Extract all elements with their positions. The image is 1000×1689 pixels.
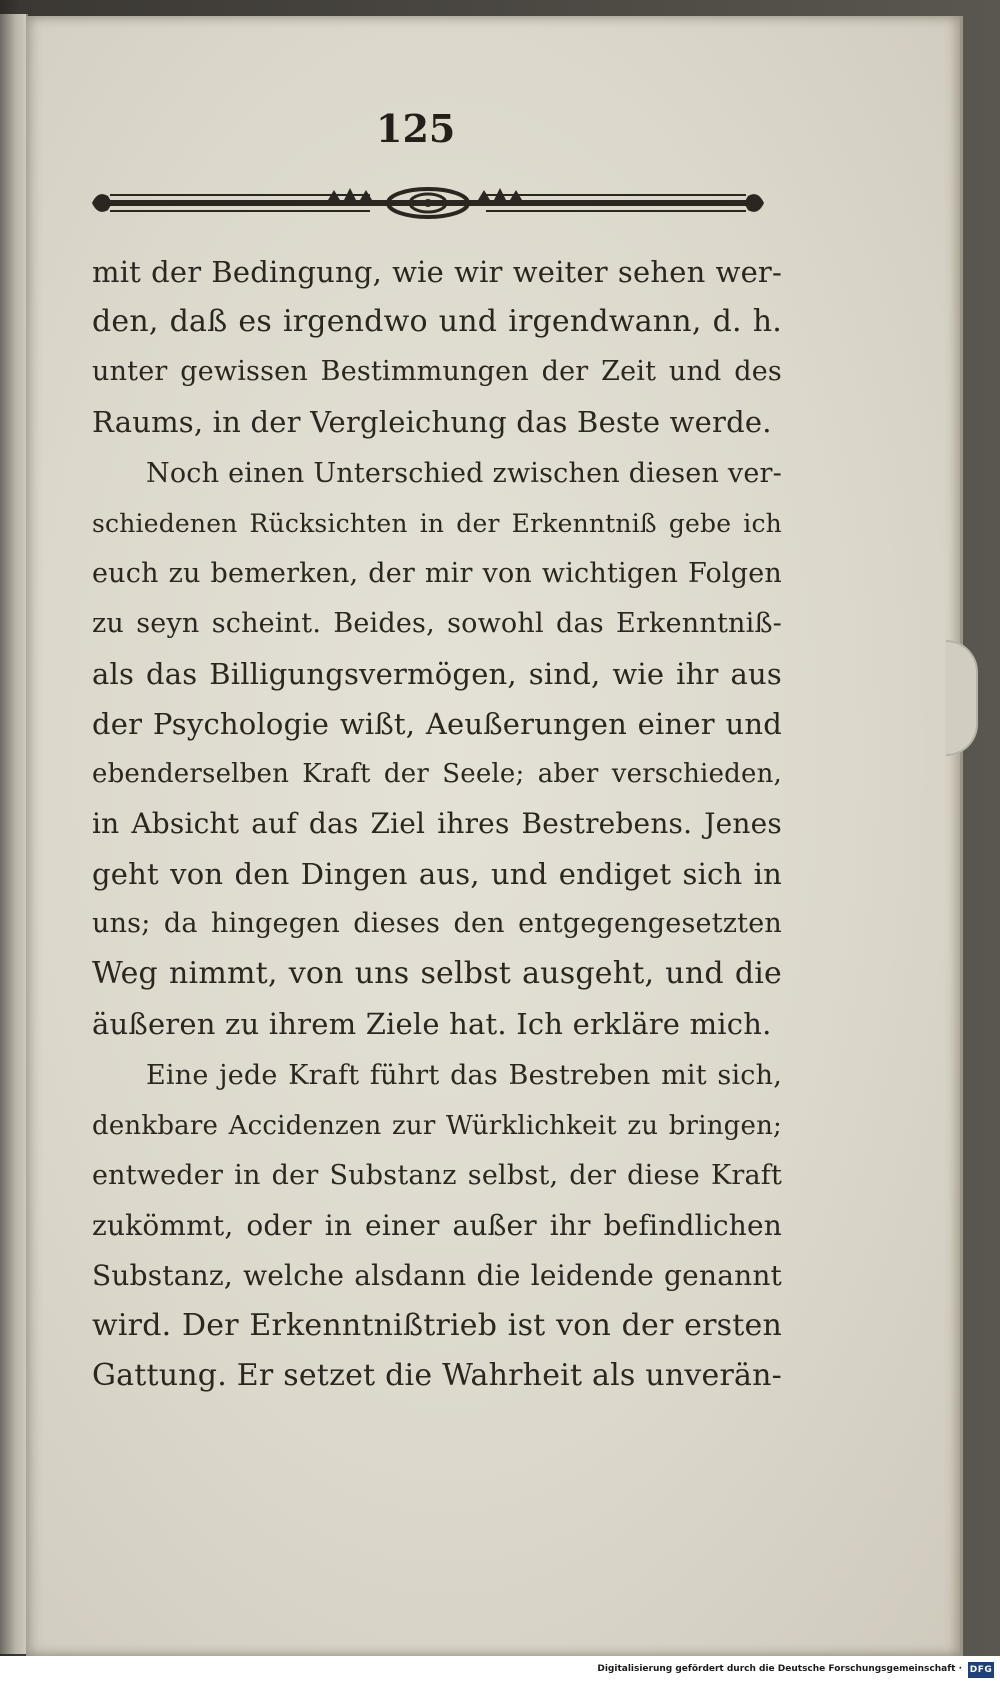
text-line: wird. Der Erkenntnißtrieb ist von der ersten [92, 1308, 782, 1343]
text-line: den, daß es irgendwo und irgendwann, d. h. [92, 304, 782, 339]
text-line: Raums, in der Vergleichung das Beste werde. [92, 405, 772, 439]
text-line: äußeren zu ihrem Ziele hat. Ich erkläre mich. [92, 1007, 772, 1041]
ornament-rule-icon [88, 180, 768, 226]
text-line: zukömmt, oder in einer außer ihr befindlichen [92, 1209, 782, 1242]
text-line: Gattung. Er setzet die Wahrheit als unverän- [92, 1358, 782, 1393]
text-line: euch zu bemerken, der mir von wichtigen Folgen [92, 558, 782, 589]
text-line: zu seyn scheint. Beides, sowohl das Erkenntniß- [92, 608, 782, 639]
digitization-credit: Digitalisierung gefördert durch die Deutsche Forschungsgemeinschaft · [597, 1664, 962, 1674]
text-line: in Absicht auf das Ziel ihres Bestrebens. Jenes [92, 807, 782, 840]
text-line: Weg nimmt, von uns selbst ausgeht, und die [92, 956, 782, 991]
text-line: unter gewissen Bestimmungen der Zeit und des [92, 356, 782, 387]
text-line: schiedenen Rücksichten in der Erkenntniß gebe ich [92, 509, 782, 538]
text-line: Substanz, welche alsdann die leidende genannt [92, 1259, 782, 1292]
text-line: Eine jede Kraft führt das Bestreben mit sich, [146, 1060, 782, 1091]
text-line: uns; da hingegen dieses den entgegengesetzten [92, 908, 782, 939]
dfg-logo-icon: DFG [968, 1662, 994, 1678]
text-line: als das Billigungsvermögen, sind, wie ihr aus [92, 657, 782, 691]
text-line: ebenderselben Kraft der Seele; aber verschieden, [92, 759, 782, 789]
page-tab-marker [946, 640, 978, 756]
text-line: der Psychologie wißt, Aeußerungen einer und [92, 707, 782, 741]
text-line: geht von den Dingen aus, und endiget sich in [92, 857, 782, 891]
text-line: entweder in der Substanz selbst, der diese Kraft [92, 1160, 782, 1191]
text-line: Noch einen Unterschied zwischen diesen ver- [146, 458, 782, 489]
previous-page-edge [0, 14, 28, 1654]
text-line: denkbare Accidenzen zur Würklichkeit zu bringen; [92, 1111, 782, 1141]
text-line: mit der Bedingung, wie wir weiter sehen wer- [92, 255, 782, 289]
page-number: 125 [376, 106, 456, 151]
